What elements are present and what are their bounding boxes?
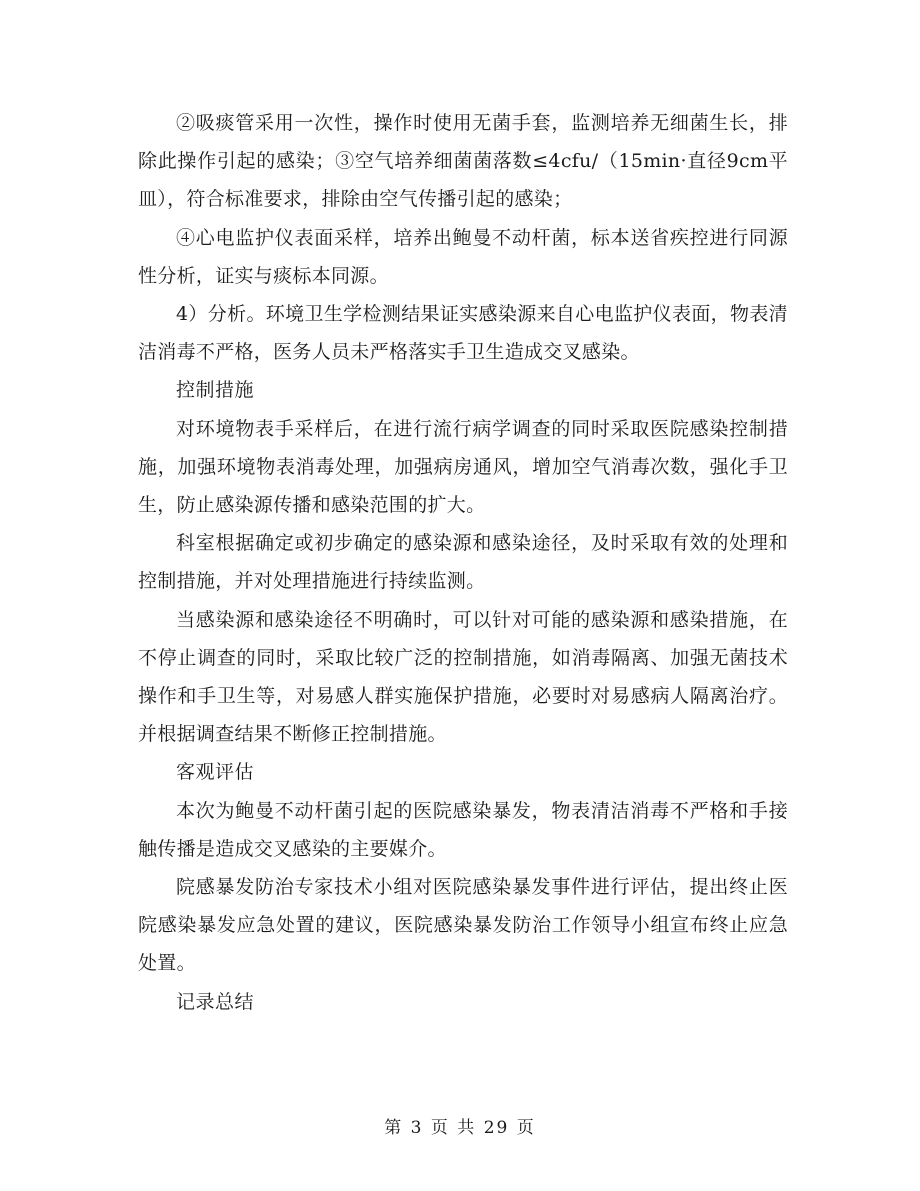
paragraph-control-actions: 对环境物表手采样后，在进行流行病学调查的同时采取医院感染控制措施，加强环境物表消毒处理，加强病房通风，增加空气消毒次数，强化手卫生，防止感染源传播和感染范围的扩大。: [138, 417, 788, 517]
paragraph-analysis: 4）分析。环境卫生学检测结果证实感染源来自心电监护仪表面，物表清洁消毒不严格，医务人员未严格落实手卫生造成交叉感染。: [138, 303, 788, 364]
paragraph-department-measures: 科室根据确定或初步确定的感染源和感染途径，及时采取有效的处理和控制措施，并对处理措施进行持续监测。: [138, 532, 788, 593]
document-body: [138, 104, 788, 1021]
paragraph-expert-assessment: 院感暴发防治专家技术小组对医院感染暴发事件进行评估，提出终止医院感染暴发应急处置的建议，医院感染暴发防治工作领导小组宣布终止应急处置。: [138, 876, 788, 975]
paragraph-ecg-monitor-sampling: ④心电监护仪表面采样，培养出鲍曼不动杆菌，标本送省疾控进行同源性分析，证实与痰标本同源。: [138, 226, 788, 287]
paragraph-unclear-source: 当感染源和感染途径不明确时，可以针对可能的感染源和感染措施，在不停止调查的同时，采取比较广泛的控制措施，如消毒隔离、加强无菌技术操作和手卫生等，对易感人群实施保护措施，必要时对易感病人隔离治疗。并根据调查结果不断修正控制措施。: [138, 608, 788, 746]
footer-suffix: 页: [516, 1118, 536, 1138]
footer-current-page: 3: [410, 1118, 424, 1138]
section-heading-objective-assessment: 客观评估: [176, 761, 255, 784]
page-footer: [0, 1113, 920, 1138]
footer-prefix: 第: [384, 1118, 404, 1138]
section-heading-record-summary: 记录总结: [176, 990, 255, 1013]
footer-total-pages: 29: [483, 1118, 510, 1138]
footer-middle: 页 共: [430, 1118, 477, 1138]
paragraph-suction-gloves: ②吸痰管采用一次性，操作时使用无菌手套，监测培养无细菌生长，排除此操作引起的感染；③空气培养细菌菌落数≤4cfu/（15min·直径9cm平皿），符合标准要求，排除由空气传播引起的感染；: [138, 112, 788, 211]
paragraph-outbreak-summary: 本次为鲍曼不动杆菌引起的医院感染暴发，物表清洁消毒不严格和手接触传播是造成交叉感染的主要媒介。: [138, 799, 788, 860]
section-heading-control-measures: 控制措施: [176, 379, 255, 402]
